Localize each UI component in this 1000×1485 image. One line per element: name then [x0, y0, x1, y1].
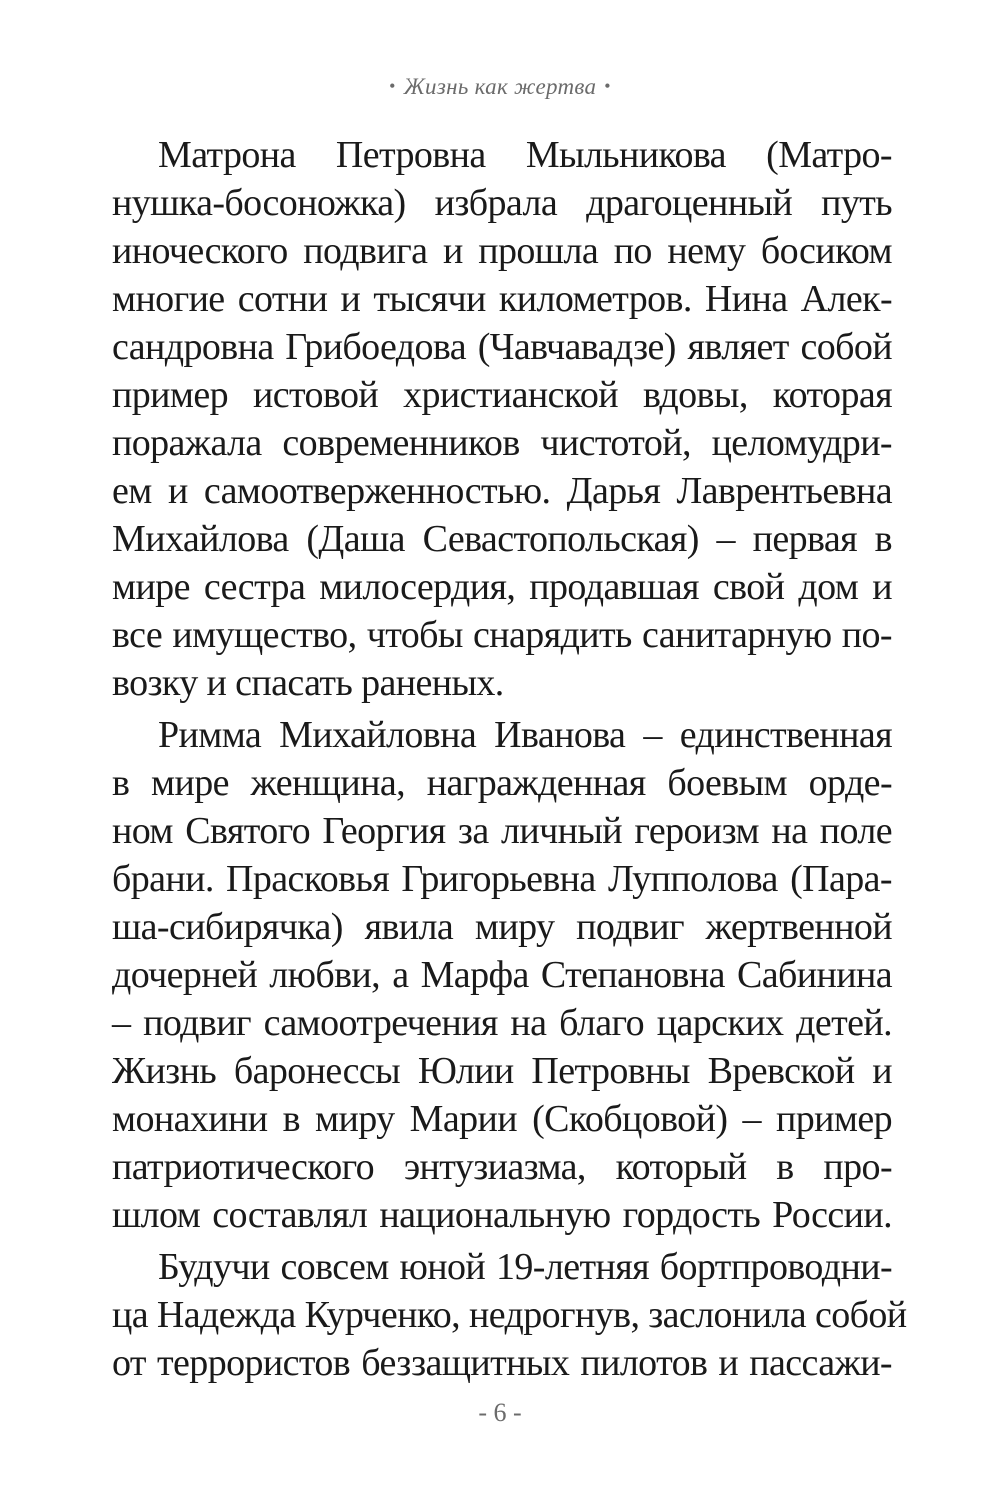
text-line: Михайлова (Даша Севастопольская) – первая в — [112, 518, 892, 560]
running-head-bullet-right: • — [604, 76, 611, 96]
running-head-bullet-left: • — [389, 76, 396, 96]
text-line: ном Святого Георгия за личный героизм на поле — [112, 810, 892, 852]
text-line: монахини в миру Марии (Скобцовой) – пример — [112, 1098, 892, 1140]
text-line: мире сестра милосердия, продавшая свой дом и — [112, 566, 892, 608]
text-line: Будучи совсем юной 19-летняя бортпроводни- — [158, 1246, 892, 1288]
page-number: - 6 - — [478, 1398, 522, 1427]
text-line: поражала современников чистотой, целомудри- — [112, 422, 892, 464]
text-line: иноческого подвига и прошла по нему босиком — [112, 230, 892, 272]
text-line: брани. Прасковья Григорьевна Лупполова (Пара- — [112, 858, 892, 900]
text-line: ца Надежда Курченко, недрогнув, заслонила собой — [112, 1294, 907, 1336]
text-line: патриотического энтузиазма, который в про- — [112, 1146, 892, 1188]
text-line: сандровна Грибоедова (Чавчавадзе) являет собой — [112, 326, 892, 368]
text-line: от террористов беззащитных пилотов и пассажи- — [112, 1342, 892, 1384]
text-line: в мире женщина, награжденная боевым орде- — [112, 762, 892, 804]
text-line: Матрона Петровна Мыльникова (Матро- — [158, 134, 892, 176]
text-line: Римма Михайловна Иванова – единственная — [158, 714, 892, 756]
text-line: – подвиг самоотречения на благо царских детей. — [112, 1002, 892, 1044]
text-line: нушка-босоножка) избрала драгоценный путь — [112, 182, 892, 224]
text-line: Жизнь баронессы Юлии Петровны Вревской и — [112, 1050, 892, 1092]
text-line: шлом составлял национальную гордость России. — [112, 1194, 892, 1236]
body-text — [112, 131, 907, 1387]
text-line: возку и спасать раненых. — [112, 662, 504, 704]
text-line: многие сотни и тысячи километров. Нина Алек- — [112, 278, 892, 320]
text-line: дочерней любви, а Марфа Степановна Сабинина — [112, 954, 892, 996]
running-head-title: Жизнь как жертва — [403, 74, 597, 99]
text-line: ем и самоотверженностью. Дарья Лаврентьевна — [112, 470, 892, 512]
text-line: ша-сибирячка) явила миру подвиг жертвенной — [112, 906, 892, 948]
text-line: все имущество, чтобы снарядить санитарную по- — [112, 614, 892, 656]
running-head — [0, 74, 1000, 100]
text-line: пример истовой христианской вдовы, которая — [112, 374, 892, 416]
